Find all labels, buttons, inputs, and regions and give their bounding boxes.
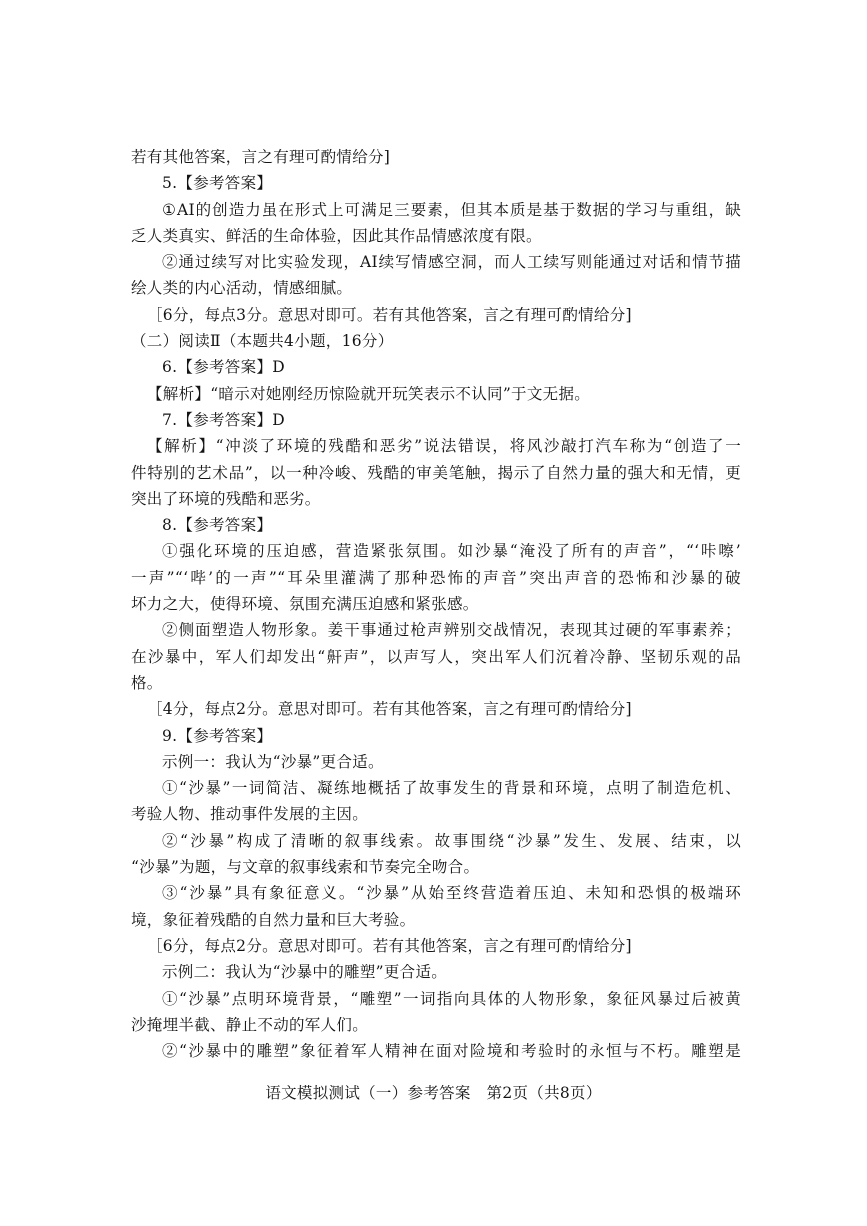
- text-line: ［4分，每点2分。意思对即可。若有其他答案，言之有理可酌情给分]: [147, 700, 632, 719]
- text-line: 示例二：我认为“沙暴中的雕塑”更合适。: [162, 963, 448, 982]
- text-line: 若有其他答案，言之有理可酌情给分]: [131, 148, 391, 166]
- text-line: ［6分，每点2分。意思对即可。若有其他答案，言之有理可酌情给分]: [147, 936, 632, 955]
- text-line: 【解析】“冲淡了环境的残酷和恶劣”说法错误，将风沙敲打汽车称为“创造了一: [147, 437, 741, 456]
- text-line: ②“沙暴中的雕塑”象征着军人精神在面对险境和考验时的永恒与不朽。雕塑是: [162, 1042, 741, 1061]
- text-line: ②“沙暴”构成了清晰的叙事线索。故事围绕“沙暴”发生、发展、结束，以: [162, 831, 741, 850]
- text-line: 9.【参考答案】: [162, 726, 273, 745]
- text-line: 坏力之大，使得环境、氛围充满压迫感和紧张感。: [131, 595, 479, 614]
- text-line: 绘人类的内心活动，情感细腻。: [131, 279, 353, 298]
- text-line: 乏人类真实、鲜活的生命体验，因此其作品情感浓度有限。: [131, 226, 542, 245]
- text-line: 在沙暴中，军人们却发出“鼾声”，以声写人，突出军人们沉着冷静、坚韧乐观的品: [131, 647, 741, 666]
- page-footer: 语文模拟测试（一）参考答案 第2页（共8页）: [265, 1084, 602, 1102]
- text-line: 7.【参考答案】D: [162, 410, 285, 429]
- text-line: ②通过续写对比实验发现，AI续写情感空洞，而人工续写则能通过对话和情节描: [162, 253, 741, 272]
- text-line: ③“沙暴”具有象征意义。“沙暴”从始至终营造着压迫、未知和恐惧的极端环: [162, 884, 741, 903]
- text-line: 件特别的艺术品”，以一种冷峻、残酷的审美笔触，揭示了自然力量的强大和无情，更: [131, 463, 741, 482]
- text-line: （二）阅读Ⅱ（本题共4小题，16分）: [131, 332, 394, 351]
- text-line: 考验人物、推动事件发展的主因。: [131, 805, 369, 824]
- text-line: 8.【参考答案】: [162, 516, 273, 535]
- text-line: ②侧面塑造人物形象。姜干事通过枪声辨别交战情况，表现其过硬的军事素养；: [162, 621, 741, 640]
- text-line: 示例一：我认为“沙暴”更合适。: [162, 752, 384, 771]
- text-line: 格。: [131, 673, 163, 692]
- text-line: ［6分，每点3分。意思对即可。若有其他答案，言之有理可酌情给分]: [147, 305, 632, 324]
- text-line: ①AI的创造力虽在形式上可满足三要素，但其本质是基于数据的学习与重组，缺: [162, 200, 741, 219]
- text-line: 一声”“‘哔’的一声”“耳朵里灌满了那种恐怖的声音”突出声音的恐怖和沙暴的破: [131, 568, 741, 587]
- text-line: ①强化环境的压迫感，营造紧张氛围。如沙暴“淹没了所有的声音”，“‘咔嚓’: [162, 542, 741, 561]
- text-line: ①“沙暴”点明环境背景，“雕塑”一词指向具体的人物形象，象征风暴过后被黄: [162, 989, 741, 1008]
- text-line: 6.【参考答案】D: [162, 358, 285, 377]
- text-line: ①“沙暴”一词简洁、凝练地概括了故事发生的背景和环境，点明了制造危机、: [162, 779, 741, 798]
- text-line: 5.【参考答案】: [162, 174, 273, 193]
- text-line: 突出了环境的残酷和恶劣。: [131, 489, 321, 508]
- text-line: 境，象征着残酷的自然力量和巨大考验。: [131, 910, 416, 929]
- text-line: 沙掩埋半截、静止不动的军人们。: [131, 1015, 369, 1034]
- answer-content: [131, 144, 741, 1064]
- text-line: 【解析】“暗示对她刚经历惊险就开玩笑表示不认同”于文无据。: [147, 384, 591, 403]
- text-line: “沙暴”为题，与文章的叙事线索和节奏完全吻合。: [131, 858, 480, 877]
